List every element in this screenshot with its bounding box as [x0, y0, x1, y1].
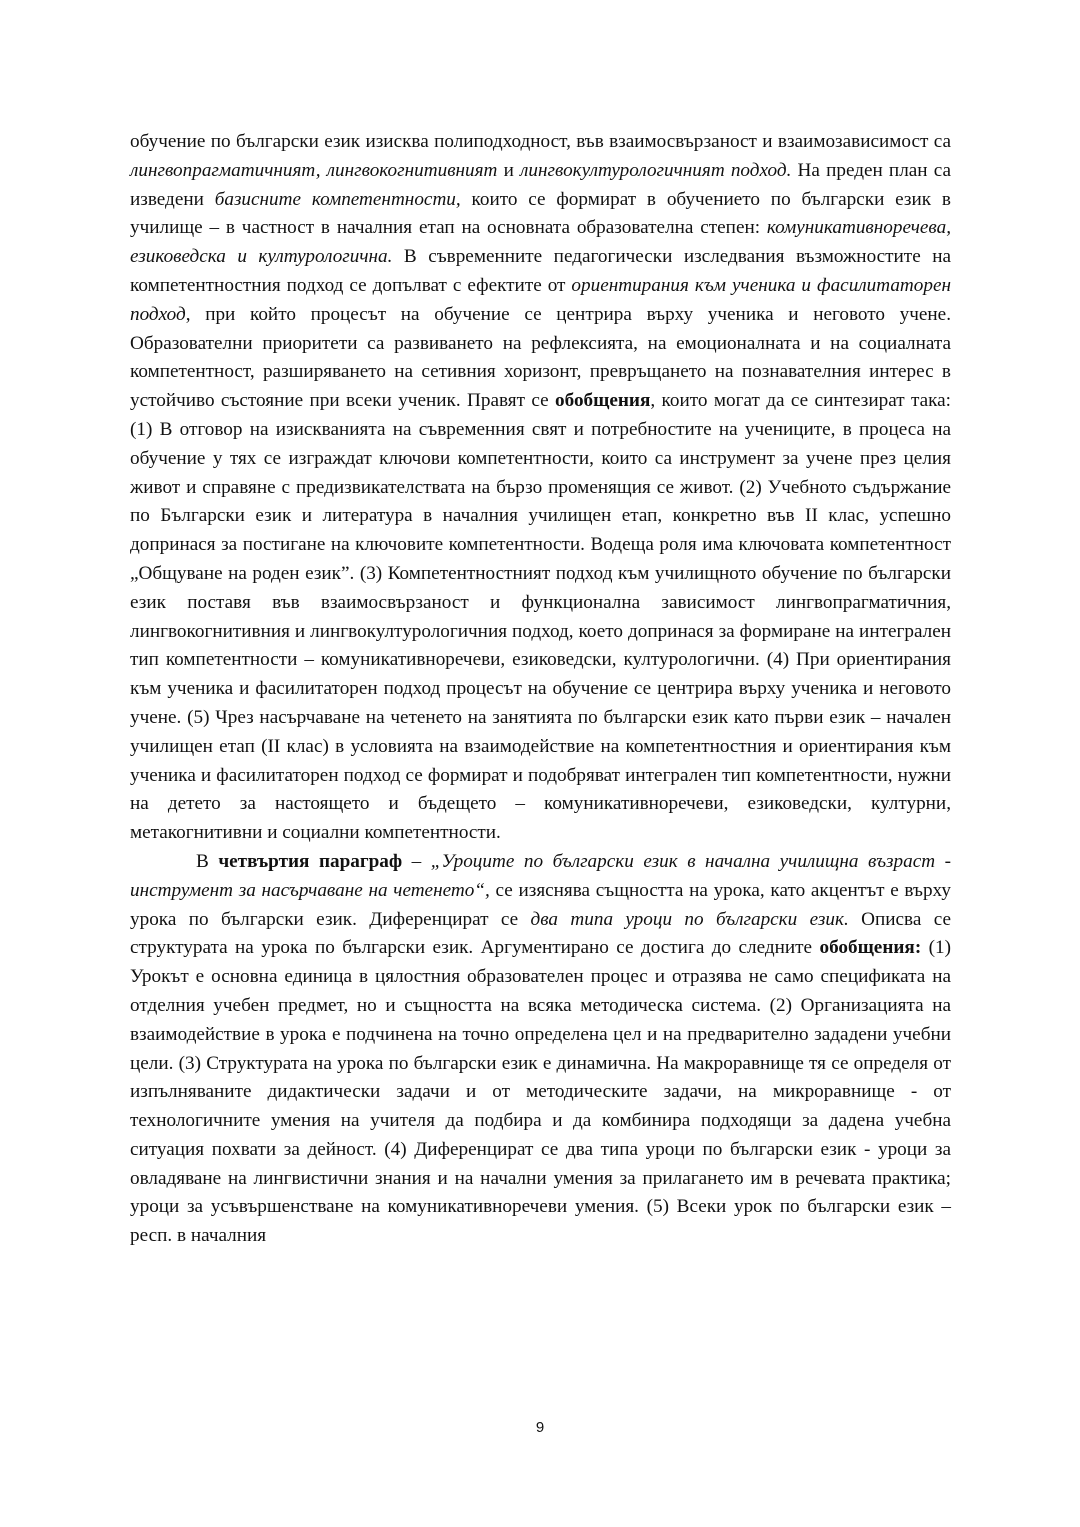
paragraph-fourth-section — [130, 848, 951, 1251]
text-run: , които могат да се синтезират така: (1) В отговор на изискванията на съвременния свят и потребностите на учениците, в процеса на обучение у тях се изграждат ключови компетентности, които са инструмент за учене през целия живот и справяне с предизвикателствата на бързо променящия се живот. (2) Учебното съдържание по Български език и литература в началния училищен етап, конкретно във II клас, успешно допринася за постигане на ключовите компетентности. Водеща роля има ключовата компетентност „Общуване на роден език”. (3) Компетентностният подход към училищното обучение по български език поставя във взаимосвързаност и функционална зависимост лингвопрагматичния, лингвокогнитивния и лингвокултурологичния подход, което допринася за формиране на интегрален тип компетентности – комуникативноречеви, езиковедски, културологични. (4) При ориентирания към ученика и фасилитаторен подход процесът на обучение се центрира върху ученика и неговото учене. (5) Чрез насърчаване на четенето на занятията по български език като първи език – начален училищен етап (II клас) в условията на взаимодействие на компетентностния и ориентирания към ученика и фасилитаторен подход се формират и подобряват интегрален тип компетентности, нужни на детето за настоящето и бъдещето – комуникативноречеви, езиковедски, културни, метакогнитивни и социални компетентности. — [130, 390, 951, 844]
text-run: В съвременните педагогически изследвания възможностите на компетентностния подход се допълват с ефектите от — [130, 246, 951, 296]
italic-run: комуникативноречева, езиковедска и културологична. — [130, 217, 951, 268]
bold-run: обобщения — [555, 390, 651, 412]
text-run: се изяснява същността на урока, като акцентът е върху урока по български език. Диференцират се — [130, 879, 951, 930]
paragraph-competences — [130, 128, 951, 848]
italic-run: лингвокултурологичният подход. — [520, 159, 792, 181]
text-run: На преден план са изведени — [130, 159, 951, 210]
italic-run: лингвопрагматичният, лингвокогнитивният — [130, 159, 498, 181]
text-run: (1) Урокът е основна единица в цялостния образователен процес и отразява не само спецификата на отделния учебен предмет, но и същността на всяка методическа система. (2) Организацията на взаимодействие в урока е подчинена на точно определена цел и на предварително зададени учебни цели. (3) Структурата на урока по български език е динамична. На макроравнище тя се определя от изпълняваните дидактически задачи и от методическите задачи, на микроравнище - от технологичните умения на учителя да подбира и да комбинира подходящи за дадена учебна ситуация похвати за дейност. (4) Диференцират се два типа уроци по български език - уроци за овладяване на лингвистични знания и на начални умения за прилагането им в речевата практика; уроци за усъвършенстване на комуникативноречеви умения. (5) Всеки урок по български език – респ. в началния — [130, 937, 951, 1247]
text-run: обучение по български език изисква полиподходност, във взаимосвързаност и взаимозависимост са — [130, 131, 951, 152]
text-run: – — [402, 850, 431, 872]
text-run: които се формират в обучението по български език в училище – в частност в началния етап на основната образователна степен: — [130, 188, 951, 239]
bold-run: четвъртия параграф — [218, 850, 403, 872]
page-number: 9 — [535, 1419, 545, 1436]
text-run: и — [497, 159, 521, 181]
text-run: В — [196, 850, 219, 872]
bold-run: обобщения: — [819, 937, 922, 959]
italic-run: два типа уроци по български език. — [530, 908, 849, 930]
italic-run: ориентирания към ученика и фасилитаторен подход — [130, 274, 952, 325]
italic-run: „Уроците по български език в начална училищна възраст - инструмент за насърчаване на четенето“, — [130, 850, 951, 901]
italic-run: базисните компетентности, — [214, 188, 461, 210]
text-run: , при който процесът на обучение се центрира върху ученика и неговото учене. Образователни приоритети са развиването на рефлексията, на емоционалната и на социалната компетентност, разширяването на сетивния хоризонт, превръщането на познавателния интерес в устойчиво състояние при всеки ученик. Правят се — [130, 303, 951, 412]
body-text — [130, 128, 951, 1251]
text-run: Описва се структурата на урока по български език. Аргументирано се достига до следните — [130, 908, 952, 959]
